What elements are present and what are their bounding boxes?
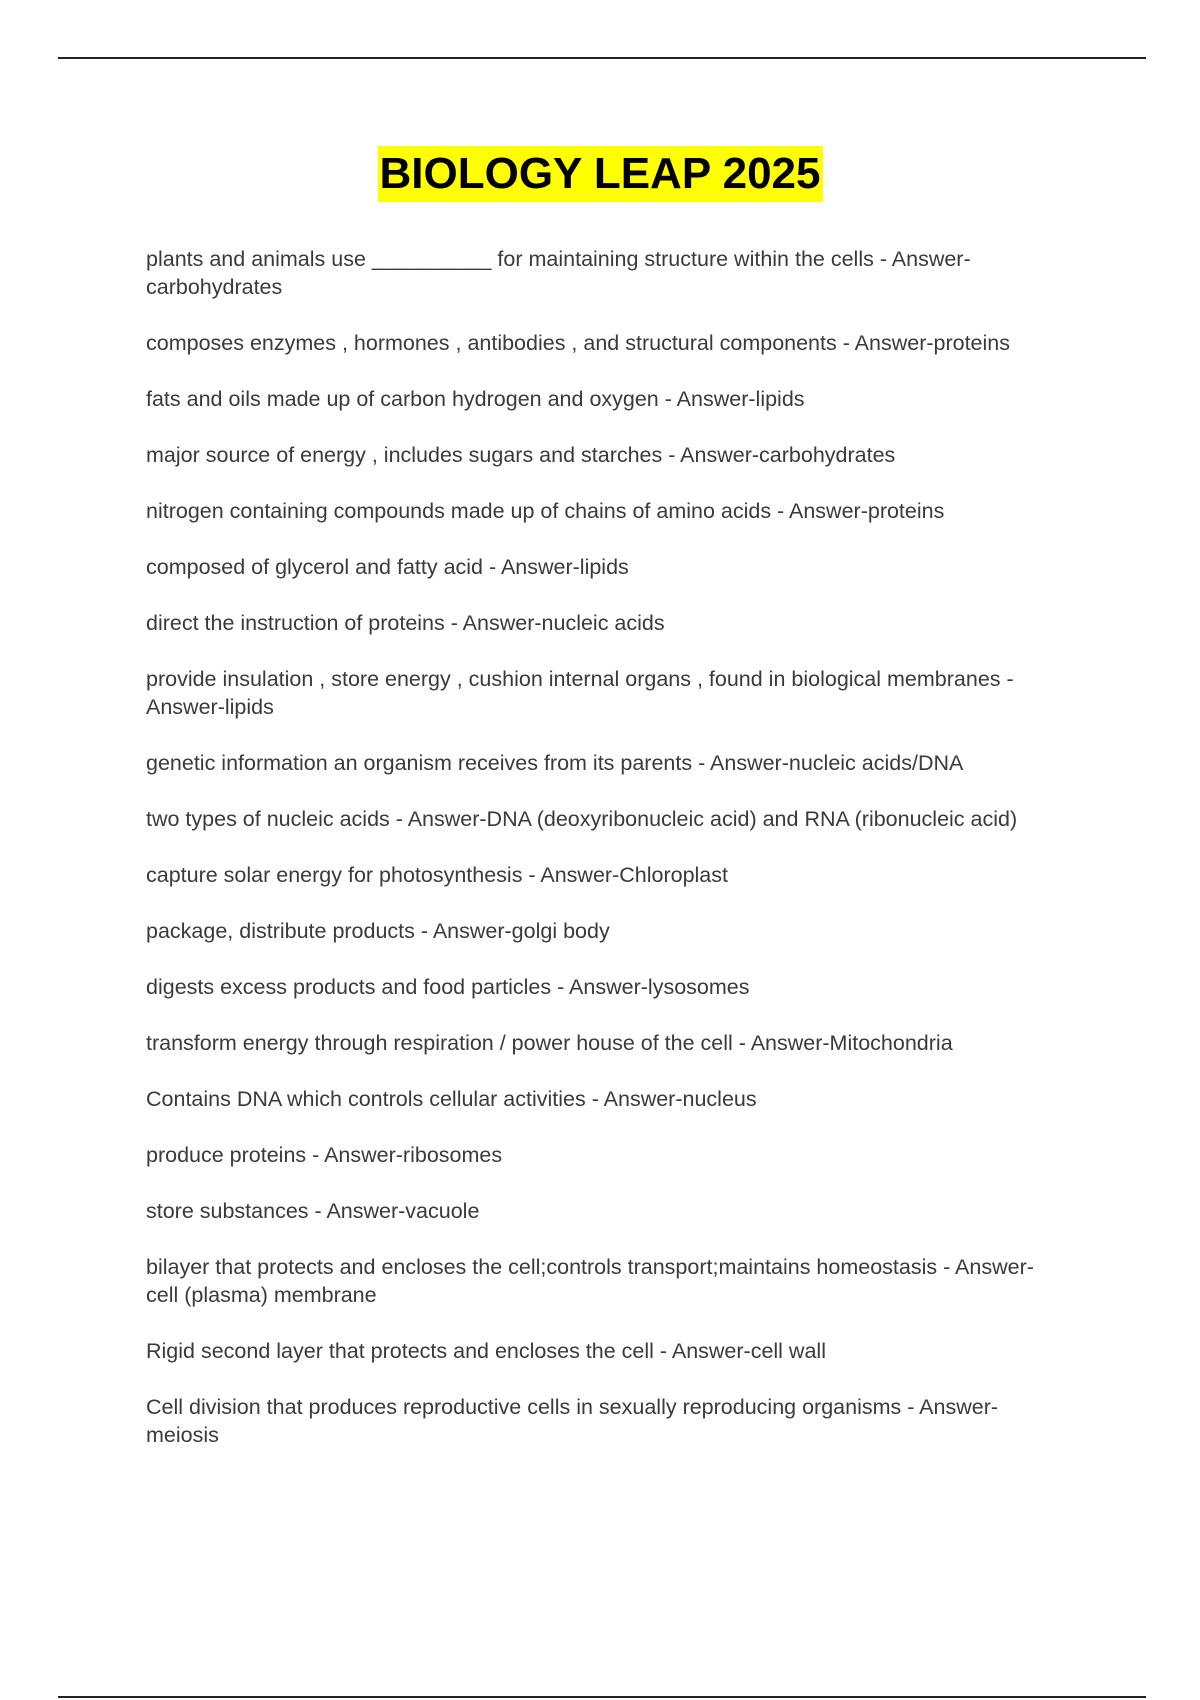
qa-item: direct the instruction of proteins - Answer-nucleic acids [146,611,665,635]
qa-item: produce proteins - Answer-ribosomes [146,1143,503,1167]
qa-item: digests excess products and food particles - Answer-lysosomes [146,975,750,999]
qa-item: two types of nucleic acids - Answer-DNA (deoxyribonucleic acid) and RNA (ribonucleic acid) [146,807,1018,831]
qa-item: capture solar energy for photosynthesis - Answer-Chloroplast [146,863,728,887]
qa-item: package, distribute products - Answer-golgi body [146,919,610,943]
qa-item: composes enzymes , hormones , antibodies , and structural components - Answer-proteins [146,331,1010,355]
qa-item: Rigid second layer that protects and encloses the cell - Answer-cell wall [146,1339,826,1363]
footer-rule [58,1696,1146,1698]
header-rule [58,57,1146,59]
qa-item: genetic information an organism receives from its parents - Answer-nucleic acids/DNA [146,751,964,775]
qa-item: nitrogen containing compounds made up of chains of amino acids - Answer-proteins [146,499,945,523]
qa-item: bilayer that protects and encloses the cell;controls transport;maintains homeostasis - Answer-cell (plasma) membrane [146,1255,1034,1307]
qa-item: transform energy through respiration / power house of the cell - Answer-Mitochondria [146,1031,953,1055]
qa-item: store substances - Answer-vacuole [146,1199,480,1223]
title-container [0,146,1200,202]
qa-item: composed of glycerol and fatty acid - Answer-lipids [146,555,629,579]
qa-item: provide insulation , store energy , cushion internal organs , found in biological membranes - Answer-lipids [146,667,1014,719]
qa-item: plants and animals use __________ for maintaining structure within the cells - Answer-carbohydrates [146,247,971,299]
qa-item: major source of energy , includes sugars and starches - Answer-carbohydrates [146,443,896,467]
document-title: BIOLOGY LEAP 2025 [378,146,823,202]
question-answer-list [146,245,1066,1477]
qa-item: Cell division that produces reproductive cells in sexually reproducing organisms - Answer-meiosis [146,1395,999,1447]
qa-item: fats and oils made up of carbon hydrogen and oxygen - Answer-lipids [146,387,805,411]
qa-item: Contains DNA which controls cellular activities - Answer-nucleus [146,1087,757,1111]
